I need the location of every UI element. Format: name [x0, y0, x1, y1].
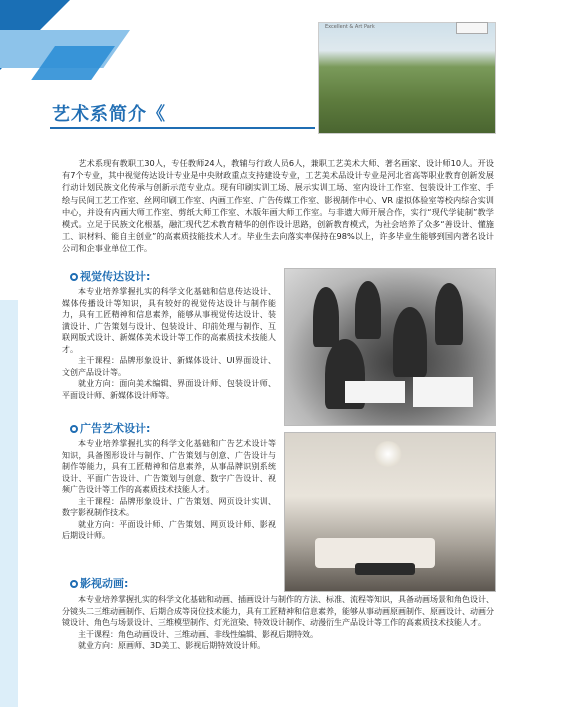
animation-career: 就业方向：原画师、3D美工、影视后期特效设计师。	[78, 641, 266, 650]
advertising-section-title: 广告艺术设计:	[70, 420, 150, 436]
visual-career: 就业方向：面向美术编辑、界面设计师、包装设计师、平面设计师、新媒体设计师等。	[62, 379, 276, 400]
advertising-desc: 本专业培养掌握扎实的科学文化基础和广告艺术设计等知识，具备图形设计与制作、广告策划与创意、广告设计与制作等能力，具有工匠精神和信息素养，从事品牌识别系统设计、平面广告设计、广告策划与创意、数字广告设计、视频广告设计等工作的高素质技术技能人才。	[62, 439, 276, 494]
advertising-career: 就业方向：平面设计师、广告策划、网页设计师、影视后期设计师。	[62, 519, 276, 540]
advertising-courses: 主干课程：品牌形象设计、广告策划、网页设计实训、数字影视制作技术。	[62, 496, 276, 517]
campus-aerial-photo	[318, 22, 496, 134]
animation-desc: 本专业培养掌握扎实的科学文化基础和动画、插画设计与制作的方法、标准、流程等知识，具备动画场景和角色设计、分镜头二三维动画制作、后期合成等岗位技术能力，具有工匠精神和信息素养，能够从事动画原画制作、原画设计、动画分镜设计、角色与场景设计、三维模型制作、灯光渲染、特效设计制作、动漫衍生产品设计等工作的高素质技术技能人才。	[62, 595, 494, 627]
title-underline	[50, 127, 315, 129]
animation-courses: 主干课程：角色动画设计、三维动画、非线性编辑、影视后期特效。	[78, 629, 318, 639]
advertising-section-body	[62, 438, 276, 542]
interior-design-photo	[284, 432, 496, 592]
animation-section-title: 影视动画:	[70, 575, 128, 591]
photo-caption: Excellent & Art Park	[325, 24, 375, 30]
visual-section-body	[62, 286, 276, 401]
animation-section-body	[62, 594, 494, 652]
visual-desc: 本专业培养掌握扎实的科学文化基础和信息传达设计、媒体传播设计等知识，具有较好的视觉传达设计与制作能力，具有工匠精神和信息素养，能够从事视觉传达设计、装潢设计、广告策划与设计、包装设计、印前处理与制作、互联网版式设计、新媒体美术设计等工作的高素质技术技能人才。	[62, 287, 276, 354]
visual-section-title: 视觉传达设计:	[70, 268, 150, 284]
circle-bullet-icon	[70, 273, 78, 281]
circle-bullet-icon	[70, 580, 78, 588]
intro-paragraph: 艺术系现有教职工30人，专任教师24人，教辅与行政人员6人，兼职工艺美术大师、著名画家、设计师10人。开设有7个专业，其中视觉传达设计专业是中央财政重点支持建设专业，工艺美术品设计专业是河北省高等职业教育创新发展行动计划民族文化传承与创新示范专业点。现有印刷实训工场、展示实训工场、室内设计工作室、包装设计工作室、手绘与民间工艺工作室、丝网印刷工作室、内画工作室、广告传媒工作室、影视制作中心、VR 虚拟体验室等校内综合实训中心，并设有内画大师工作室、剪纸大师工作室、木版年画大师工作室。与非遗大师开展合作，实行“现代学徒制”教学模式。立足于民族文化根基，融汇现代艺术教育精华的创作设计思路，创新教育模式，为社会培养了众多“善设计、懂施工、识材料、能自主创业”的高素质技能技术人才。毕业生去向落实率保持在98%以上，许多毕业生能够到国内著名设计公司和企事业单位工作。	[62, 158, 494, 254]
circle-bullet-icon	[70, 425, 78, 433]
logo-badge	[456, 22, 488, 34]
page-title: 艺术系简介《	[52, 104, 166, 125]
side-bar-decoration	[0, 300, 18, 707]
classroom-photo	[284, 268, 496, 426]
visual-courses: 主干课程：品牌形象设计、新媒体设计、UI界面设计、文创产品设计等。	[62, 356, 276, 377]
